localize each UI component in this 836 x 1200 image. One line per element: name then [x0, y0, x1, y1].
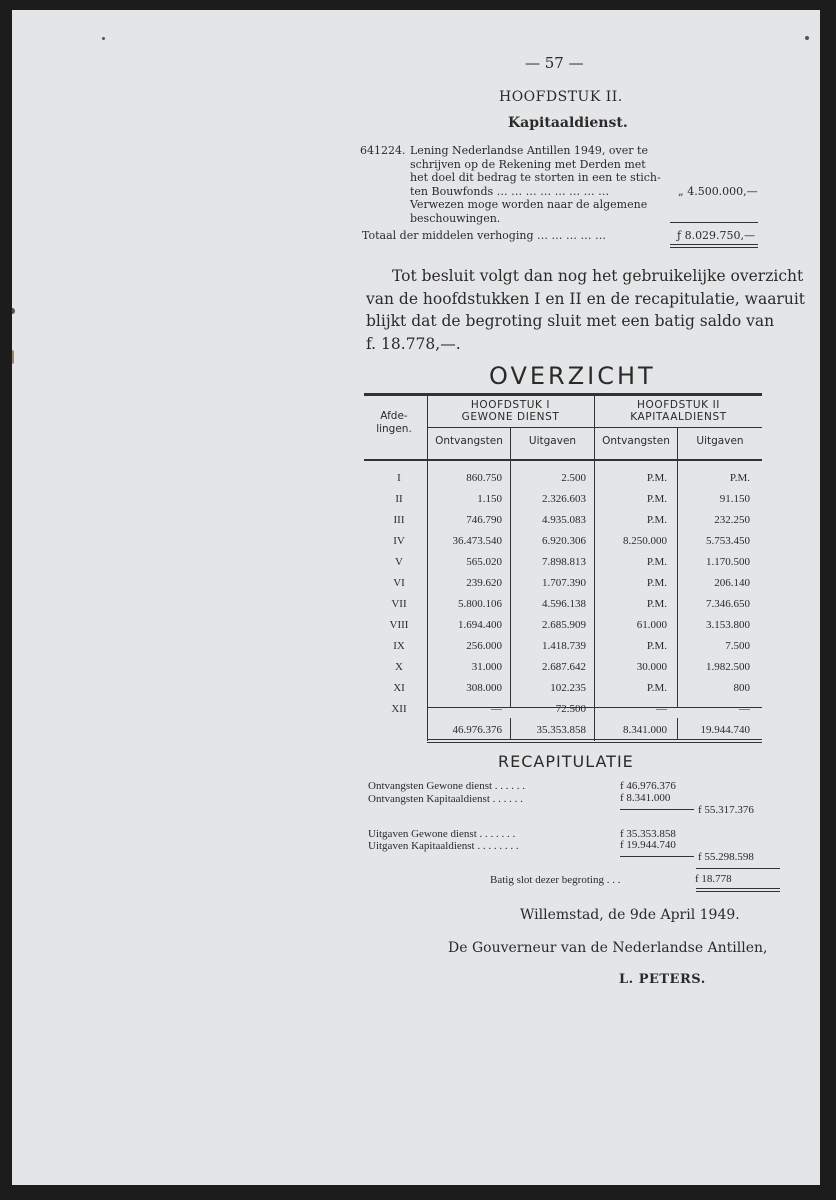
table-cell: 1.150	[477, 493, 502, 505]
hoofdstuk-2-header	[595, 399, 762, 423]
recap-label: Uitgaven Kapitaaldienst . . . . . . . .	[368, 840, 519, 852]
table-cell: 36.473.540	[452, 535, 502, 547]
table-cell: P.M.	[646, 577, 667, 589]
afdeling-label: XII	[391, 703, 407, 715]
recap-label: Ontvangsten Gewone dienst . . . . . .	[368, 780, 526, 792]
recapitulatie-title: RECAPITULATIE	[498, 752, 634, 771]
item-amount: „ 4.500.000,—	[678, 185, 758, 198]
table-cell: 31.000	[471, 661, 502, 673]
afd-header-line: lingen.	[376, 423, 412, 435]
table-cell: 1.694.400	[458, 619, 502, 631]
saldo-double-rule	[696, 891, 780, 892]
recap-amount: f 35.353.858	[620, 828, 676, 840]
afdeling-label: VII	[391, 598, 407, 610]
item-line: beschouwingen.	[410, 211, 501, 225]
table-cell: P.M.	[646, 640, 667, 652]
recap-label: Uitgaven Gewone dienst . . . . . . .	[368, 828, 516, 840]
afdeling-label: II	[395, 493, 403, 505]
total-cell: 8.341.000	[623, 724, 667, 736]
table-cell: 800	[733, 682, 750, 694]
total-cell: 35.353.858	[536, 724, 586, 736]
recap-rule	[620, 856, 694, 857]
afdeling-label: XI	[393, 682, 405, 694]
paragraph-line: van de hoofdstukken I en II en de recapitulatie, waaruit	[366, 289, 806, 308]
afdeling-label: IV	[393, 535, 405, 547]
table-cell: 2.685.909	[542, 619, 586, 631]
paragraph-line: blijkt dat de begroting sluit met een batig saldo van	[366, 312, 775, 330]
overzicht-title: OVERZICHT	[489, 362, 656, 390]
item-line: Lening Nederlandse Antillen 1949, over te	[410, 144, 648, 157]
saldo-amount: f 18.778	[695, 873, 732, 885]
paragraph-line: f. 18.778,—.	[366, 334, 461, 353]
table-cell: 4.596.138	[542, 598, 586, 610]
saldo-label: Batig slot dezer begroting . . .	[490, 874, 621, 886]
binding-hole-mark	[12, 308, 15, 314]
recap-rule	[620, 809, 694, 810]
table-cell: 2.326.603	[542, 493, 586, 505]
table-cell: 4.935.083	[542, 514, 586, 526]
table-cell: 6.920.306	[542, 535, 586, 547]
table-cell: 8.250.000	[623, 535, 667, 547]
item-line: ten Bouwfonds … … … … … … … …	[410, 184, 610, 198]
recap-subtotal: f 55.317.376	[698, 804, 754, 816]
table-cell: 308.000	[466, 682, 502, 694]
table-cell: P.M.	[646, 472, 667, 484]
afdeling-label: III	[393, 514, 405, 526]
page-number: — 57 —	[525, 54, 584, 72]
table-cell: 746.790	[466, 514, 502, 526]
table-cell: 565.020	[466, 556, 502, 568]
saldo-double-rule	[696, 888, 780, 889]
table-cell: 7.898.813	[542, 556, 586, 568]
table-cell: —	[656, 703, 667, 715]
h1-header-line: HOOFDSTUK I	[470, 399, 551, 411]
chapter-subtitle: Kapitaaldienst.	[508, 115, 628, 131]
h2-header-line: KAPITAALDIENST	[630, 411, 727, 423]
table-cell: 1.982.500	[706, 661, 750, 673]
afdeling-label: VI	[393, 577, 405, 589]
subheader-uitgaven-1: Uitgaven	[528, 435, 577, 447]
recap-label: Ontvangsten Kapitaaldienst . . . . . .	[368, 793, 523, 805]
item-code: 641224.	[360, 144, 406, 157]
table-cell: P.M.	[646, 598, 667, 610]
subheader-ontvangsten-2: Ontvangsten	[602, 435, 670, 447]
paragraph-line: Tot besluit volgt dan nog het gebruikelijke overzicht	[392, 267, 804, 285]
sum-rule	[670, 222, 758, 223]
closing-paragraph	[366, 265, 805, 355]
table-cell: —	[491, 703, 502, 715]
table-cell: 1.707.390	[542, 577, 586, 589]
table-cell: 2.687.642	[542, 661, 586, 673]
item-description	[410, 144, 661, 225]
table-bottom-rule	[427, 742, 762, 743]
double-rule	[670, 244, 758, 245]
subheader-ontvangsten-1: Ontvangsten	[435, 435, 503, 447]
table-cell: P.M.	[646, 682, 667, 694]
chapter-title: HOOFDSTUK II.	[499, 89, 623, 105]
recap-amount: f 19.944.740	[620, 839, 676, 851]
table-cell: 256.000	[466, 640, 502, 652]
table-cell: 91.150	[719, 493, 750, 505]
speck-mark	[805, 36, 809, 40]
double-rule	[670, 247, 758, 248]
subheader-uitgaven-2: Uitgaven	[696, 435, 744, 447]
speck-mark	[102, 37, 105, 40]
table-cell: 72.500	[555, 703, 586, 715]
item-line: het doel dit bedrag te storten in een te stich-	[410, 171, 661, 184]
table-cell: P.M.	[646, 493, 667, 505]
total-label: Totaal der middelen verhoging … … … … …	[362, 229, 606, 242]
total-amount: ƒ 8.029.750,—	[677, 229, 756, 242]
recap-amount: f 46.976.376	[620, 780, 676, 792]
table-cell: 1.418.739	[542, 640, 586, 652]
table-cell: P.M.	[729, 472, 750, 484]
afdeling-label: IX	[393, 640, 405, 652]
signatory-role: De Gouverneur van de Nederlandse Antillen,	[448, 940, 768, 956]
h2-header-line: HOOFDSTUK II	[637, 399, 720, 411]
afd-header-line: Afde-	[380, 410, 408, 422]
recap-subtotal: f 55.298.598	[698, 851, 754, 863]
table-cell: 102.235	[550, 682, 586, 694]
afdelingen-header	[368, 410, 420, 436]
table-cell: 30.000	[636, 661, 667, 673]
afdeling-label: VIII	[389, 619, 409, 631]
table-header-rule	[364, 459, 762, 461]
table-cell: 232.250	[714, 514, 750, 526]
afdeling-label: X	[395, 661, 403, 673]
table-cell: 5.753.450	[706, 535, 750, 547]
signatory-name: L. PETERS.	[619, 972, 706, 987]
h1-header-line: GEWONE DIENST	[461, 411, 560, 423]
table-cell: 3.153.800	[706, 619, 750, 631]
table-cell: 5.800.106	[458, 598, 502, 610]
binding-stain-mark	[12, 350, 14, 364]
saldo-top-rule	[696, 868, 780, 869]
table-sub-rule	[427, 427, 762, 428]
place-date: Willemstad, de 9de April 1949.	[520, 907, 740, 923]
recap-amount: f 8.341.000	[620, 792, 671, 804]
table-top-rule	[364, 393, 762, 396]
table-cell: P.M.	[646, 514, 667, 526]
table-cell: 206.140	[714, 577, 750, 589]
table-cell: 7.500	[725, 640, 750, 652]
table-cell: 860.750	[466, 472, 502, 484]
total-cell: 19.944.740	[700, 724, 750, 736]
table-cell: P.M.	[646, 556, 667, 568]
hoofdstuk-1-header	[427, 399, 594, 423]
table-bottom-rule	[427, 739, 762, 740]
table-cell: 2.500	[561, 472, 586, 484]
table-cell: 239.620	[466, 577, 502, 589]
table-cell: 7.346.650	[706, 598, 750, 610]
document-page	[12, 10, 820, 1185]
item-line: schrijven op de Rekening met Derden met	[410, 157, 646, 171]
total-cell: 46.976.376	[452, 724, 502, 736]
afdeling-label: V	[395, 556, 403, 568]
table-cell: —	[739, 703, 750, 715]
table-cell: 61.000	[636, 619, 667, 631]
afdeling-label: I	[397, 472, 401, 484]
item-line: Verwezen moge worden naar de algemene	[410, 198, 648, 211]
table-cell: 1.170.500	[706, 556, 750, 568]
